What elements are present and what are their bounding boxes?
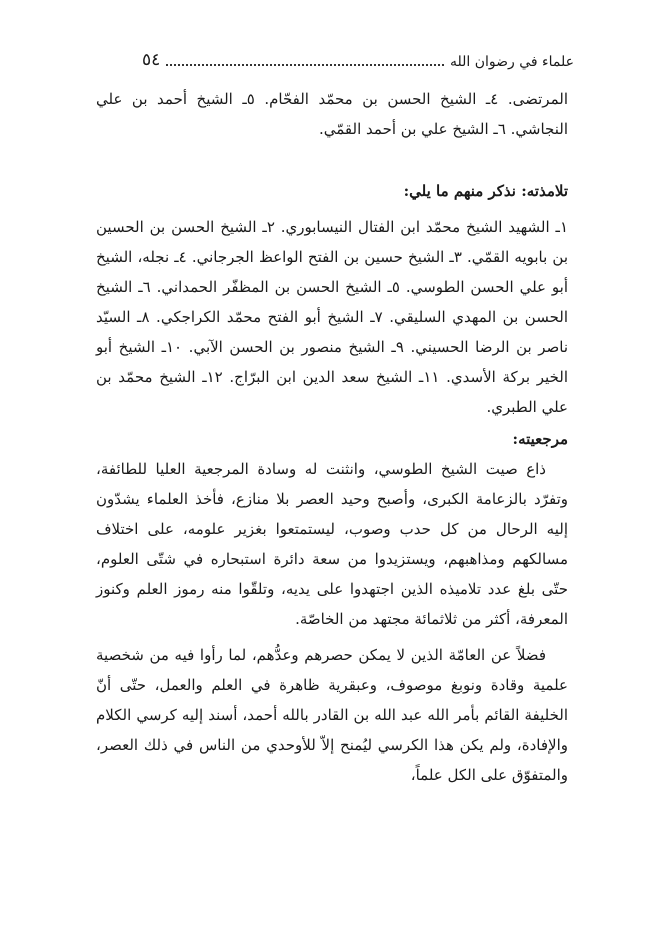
leader-dots xyxy=(166,64,444,66)
running-title: علماء في رضوان الله xyxy=(450,54,574,70)
page-header xyxy=(142,46,574,70)
students-list-text: ١ـ الشهيد الشيخ محمّد ابن الفتال النيسابوري. ٢ـ الشيخ الحسن بن الحسين بن بابويه القمّي. ٣ـ الشيخ حسين بن الفتح الواعظ الجرجاني. ٤ـ نجله، الشيخ أبو علي الحسن الطوسي. ٥ـ الشيخ الحسن بن المظفّر الحمداني. ٦ـ الشيخ الحسن بن المهدي السليقي. ٧ـ الشيخ أبو الفتح محمّد الكراجكي. ٨ـ السيّد ناصر بن الرضا الحسيني. ٩ـ الشيخ منصور بن الحسن الآبي. ١٠ـ الشيخ أبو الخير بركة الأسدي. ١١ـ الشيخ سعد الدين ابن البرّاج. ١٢ـ الشيخ محمّد بن علي الطبري. xyxy=(96,218,569,416)
students-heading: تلامذته: نذكر منهم ما يلي: xyxy=(403,182,568,200)
teachers-list-continuation xyxy=(96,84,568,144)
marjaiyya-paragraph-2: فضلاً عن العامّة الذين لا يمكن حصرهم وعدُّهم، لما رأوا فيه من شخصية علمية وقادة ونوبغ موصوف، وعبقرية ظاهرة في العلم والعمل، حتّى أنّ الخليفة القائم بأمر الله عبد الله بن القادر بالله أحمد، أسند إليه كرسي الكلام والإفادة، ولم يكن هذا الكرسي ليُمنح إلاّ للأوحدي من الناس في ذلك العصر، والمتفوّق على الكل علماً، xyxy=(96,646,568,784)
page-number: ٥٤ xyxy=(142,50,161,70)
marjaiyya-section xyxy=(96,424,568,790)
teachers-list-text: المرتضى. ٤ـ الشيخ الحسن بن محمّد الفحّام. ٥ـ الشيخ أحمد بن علي النجاشي. ٦ـ الشيخ علي بن أحمد القمّي. xyxy=(96,90,568,138)
students-section xyxy=(96,176,568,422)
marjaiyya-heading: مرجعيته: xyxy=(512,430,568,448)
marjaiyya-paragraph-1: ذاع صيت الشيخ الطوسي، وانثنت له وسادة المرجعية العليا للطائفة، وتفرّد بالزعامة الكبرى، وأصبح وحيد العصر بلا منازع، فأخذ العلماء يشدّون إليه الرحال من كل حدب وصوب، ليستمتعوا بغزير علومه، على اختلاف مسالكهم ومذاهبهم، ويستزيدوا من سعة دائرة استبحاره في شتّى العلوم، حتّى بلغ عدد تلاميذه الذين اجتهدوا على يديه، وتلقّوا منه رموز العلم وكنوز المعرفة، أكثر من ثلاثمائة مجتهد من الخاصّة. xyxy=(96,460,568,628)
